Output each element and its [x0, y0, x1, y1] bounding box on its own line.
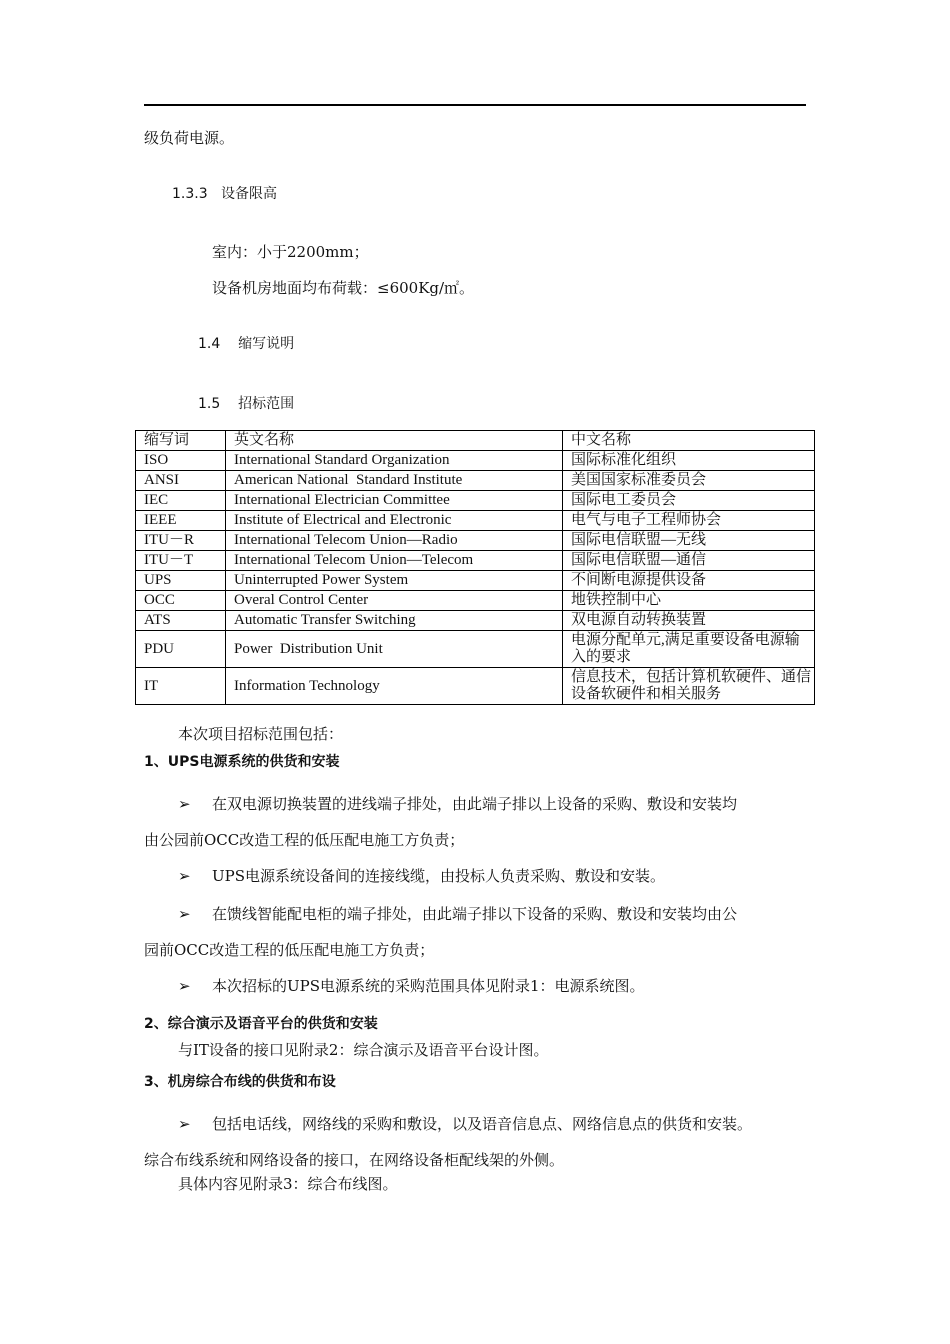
- item-2-text: 与IT设备的接口见附录2：综合演示及语音平台设计图。: [178, 1041, 549, 1059]
- item-2-title: 2、综合演示及语音平台的供货和安装: [144, 1016, 378, 1032]
- table-row: [136, 491, 815, 511]
- list-item-text: UPS电源系统设备间的连接线缆，由投标人负责采购、敷设和安装。: [212, 867, 666, 885]
- header-cell: 缩写词: [136, 431, 226, 451]
- list-item-text: 包括电话线，网络线的采购和敷设，以及语音信息点、网络信息点的供货和安装。: [212, 1115, 753, 1133]
- arrow-bullet-icon: ➢: [178, 905, 191, 923]
- abbr-cell: IEEE: [136, 511, 226, 531]
- abbr-cell: IEC: [136, 491, 226, 511]
- chinese-cell: 国际电工委员会: [563, 491, 815, 511]
- chinese-cell: 国际标准化组织: [563, 451, 815, 471]
- english-cell: Information Technology: [226, 668, 563, 705]
- section-number: 1.4: [198, 336, 221, 352]
- english-cell: International Standard Organization: [226, 451, 563, 471]
- list-item-continuation: 由公园前OCC改造工程的低压配电施工方负责；: [144, 831, 465, 849]
- list-item-text: 在双电源切换装置的进线端子排处，由此端子排以上设备的采购、敷设和安装均: [212, 795, 738, 813]
- table-row: [136, 571, 815, 591]
- english-cell: International Electrician Committee: [226, 491, 563, 511]
- header-rule: [144, 104, 806, 106]
- table-row: [136, 611, 815, 631]
- abbr-cell: ISO: [136, 451, 226, 471]
- table-row: [136, 471, 815, 491]
- list-item: [178, 1114, 752, 1134]
- section-number: 1.3.3: [172, 186, 208, 202]
- list-item: [178, 904, 737, 924]
- abbr-cell: ANSI: [136, 471, 226, 491]
- table-row: [136, 591, 815, 611]
- header-cell: 中文名称: [563, 431, 815, 451]
- abbr-cell: ATS: [136, 611, 226, 631]
- continuation-text: 级负荷电源。: [144, 129, 235, 147]
- chinese-cell: 电气与电子工程师协会: [563, 511, 815, 531]
- english-cell: International Telecom Union—Radio: [226, 531, 563, 551]
- english-cell: Power Distribution Unit: [226, 631, 563, 668]
- english-cell: International Telecom Union—Telecom: [226, 551, 563, 571]
- abbr-cell: PDU: [136, 631, 226, 668]
- abbr-cell: UPS: [136, 571, 226, 591]
- table-row: [136, 631, 815, 668]
- section-title: 缩写说明: [238, 336, 295, 352]
- scope-intro: 本次项目招标范围包括：: [178, 725, 344, 743]
- arrow-bullet-icon: ➢: [178, 867, 191, 885]
- limit-indoor-height: 室内：小于2200mm；: [212, 243, 369, 261]
- list-item-continuation: 园前OCC改造工程的低压配电施工方负责；: [144, 941, 435, 959]
- abbr-cell: ITU－R: [136, 531, 226, 551]
- limit-floor-load: 设备机房地面均布荷载：≤600Kg/㎡。: [212, 279, 475, 297]
- arrow-bullet-icon: ➢: [178, 977, 191, 995]
- chinese-cell: 国际电信联盟—无线: [563, 531, 815, 551]
- english-cell: Automatic Transfer Switching: [226, 611, 563, 631]
- table-row: [136, 551, 815, 571]
- item-3-title: 3、机房综合布线的供货和布设: [144, 1074, 336, 1090]
- table-row: [136, 531, 815, 551]
- header-cell: 英文名称: [226, 431, 563, 451]
- chinese-cell: 不间断电源提供设备: [563, 571, 815, 591]
- chinese-cell: 信息技术，包括计算机软硬件、通信设备软硬件和相关服务: [563, 668, 815, 705]
- english-cell: Institute of Electrical and Electronic: [226, 511, 563, 531]
- abbr-cell: ITU－T: [136, 551, 226, 571]
- list-item: [178, 794, 737, 814]
- chinese-cell: 双电源自动转换装置: [563, 611, 815, 631]
- section-title: 招标范围: [238, 396, 295, 412]
- table-row: [136, 451, 815, 471]
- chinese-cell: 地铁控制中心: [563, 591, 815, 611]
- list-item-text: 在馈线智能配电柜的端子排处，由此端子排以下设备的采购、敷设和安装均由公: [212, 905, 738, 923]
- section-title: 设备限高: [220, 186, 277, 202]
- item-1-title: 1、UPS电源系统的供货和安装: [144, 754, 340, 770]
- arrow-bullet-icon: ➢: [178, 1115, 191, 1133]
- table-header-row: [136, 431, 815, 451]
- table-row: [136, 668, 815, 705]
- english-cell: Overal Control Center: [226, 591, 563, 611]
- abbr-cell: IT: [136, 668, 226, 705]
- section-1-3-3-heading: [172, 184, 277, 204]
- section-1-4-heading: [198, 334, 294, 354]
- section-number: 1.5: [198, 396, 221, 412]
- list-item-continuation: 综合布线系统和网络设备的接口，在网络设备柜配线架的外侧。: [144, 1151, 565, 1169]
- chinese-cell: 国际电信联盟—通信: [563, 551, 815, 571]
- english-cell: American National Standard Institute: [226, 471, 563, 491]
- section-1-5-heading: [198, 394, 294, 414]
- list-item: [178, 976, 645, 996]
- abbreviation-table: [135, 430, 815, 705]
- list-item-text: 本次招标的UPS电源系统的采购范围具体见附录1：电源系统图。: [212, 977, 645, 995]
- abbr-cell: OCC: [136, 591, 226, 611]
- table-row: [136, 511, 815, 531]
- chinese-cell: 电源分配单元,满足重要设备电源输入的要求: [563, 631, 815, 668]
- list-item: [178, 866, 665, 886]
- item-3-text: 具体内容见附录3：综合布线图。: [178, 1175, 398, 1193]
- chinese-cell: 美国国家标准委员会: [563, 471, 815, 491]
- arrow-bullet-icon: ➢: [178, 795, 191, 813]
- english-cell: Uninterrupted Power System: [226, 571, 563, 591]
